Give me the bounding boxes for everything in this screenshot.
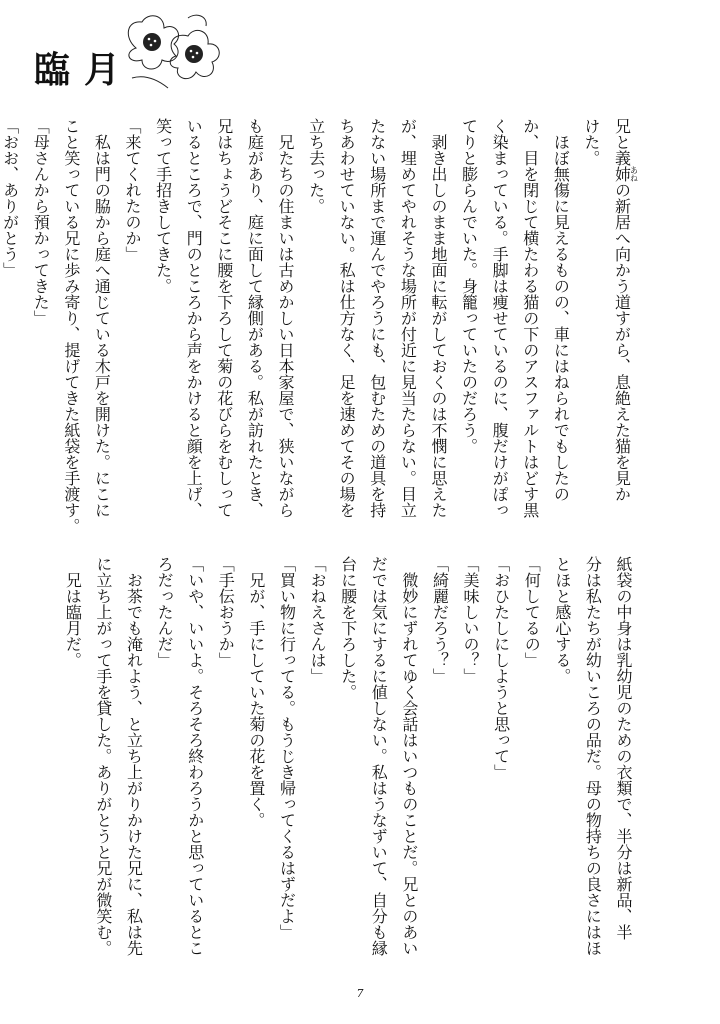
chapter-title: 臨月 (34, 50, 135, 91)
text-line: 「おお、ありがとう」 (0, 118, 20, 278)
text-line: 「母さんから預かってきた」 (31, 118, 51, 326)
lower-text-block (57, 556, 638, 956)
upper-text-block (0, 118, 639, 534)
flower-icon (118, 8, 228, 90)
text-line: 兄たちの住まいは古めかしい日本家屋で、狭いながら (275, 118, 295, 518)
ruby-annotation: 姉あね (612, 166, 639, 182)
text-line: 「来てくれたのか」 (123, 118, 142, 262)
text-line: 分は私たちが幼いころの品だ。母の物持ちの良さにはほ (583, 556, 603, 956)
text-line: 「何してるの」 (522, 556, 542, 668)
text-line: に立ち上がって手を貸した。ありがとうと兄が微笑む。 (93, 556, 113, 956)
text-line: てりと膨らんでいた。身籠っていたのだろう。 (459, 118, 479, 454)
text-line: 兄が、手にしていた菊の花を置く。 (246, 556, 266, 828)
text-line: いるところで、門のところから声をかけると顔を上げ、 (184, 118, 204, 518)
text-line: 「いや、いいよ。そろそろ終わろうかと思っているとこ (185, 556, 205, 956)
text-line: たない場所まで運んでやろうにも、包むための道具を持 (367, 118, 387, 518)
text-line: お茶でも淹れよう、と立ち上がりかけた兄に、私は先 (124, 556, 144, 956)
text-line: けた。 (581, 118, 601, 166)
text-line: 「おねえさんは」 (308, 556, 328, 684)
text-line: が、埋めてやれそうな場所が付近に見当たらない。目立 (398, 118, 418, 518)
text-line: も庭があり、庭に面して縁側がある。私が訪れたとき、 (245, 118, 265, 518)
text-line: 「買い物に行ってる。もうじき帰ってくるはずだよ」 (277, 556, 297, 940)
page-number: 7 (356, 987, 364, 1000)
text-line: ほぼ無傷に見えるものの、車にはねられでもしたの (551, 118, 571, 502)
text-line: 台に腰を下ろした。 (338, 556, 358, 700)
text-line: 兄と義姉あねの新居へ向かう道すがら、息絶えた猫を見か (612, 118, 639, 502)
text-line: だでは気にするに値しない。私はうなずいて、自分も縁 (369, 556, 389, 956)
text-line: ちあわせていない。私は仕方なく、足を速めてその場を (337, 118, 357, 518)
text-line: 「綺麗だろう？」 (430, 556, 450, 684)
text-line: 立ち去った。 (306, 118, 326, 214)
text-line: 兄はちょうどそこに腰を下ろして菊の花びらをむしって (214, 118, 234, 518)
text-line: 紙袋の中身は乳幼児のための衣類で、半分は新品、半 (614, 556, 633, 940)
text-line: こと笑っている兄に歩み寄り、提げてきた紙袋を手渡す。 (61, 118, 81, 534)
text-line: とほと感心する。 (552, 556, 572, 684)
text-line: 「手伝おうか」 (216, 556, 236, 668)
text-line: 兄は臨月だ。 (63, 556, 83, 668)
text-line: 剥き出しのまま地面に転がしておくのは不憫に思えた (428, 118, 448, 518)
text-line: 「おひたしにしようと思って」 (491, 556, 511, 780)
text-line: か、目を閉じて横たわる猫の下のアスファルトはどす黒 (520, 118, 540, 518)
text-line: 私は門の脇から庭へ通じている木戸を開けた。にこに (92, 118, 112, 518)
text-line: ろだったんだ」 (155, 556, 175, 668)
text-line: 笑って手招きしてきた。 (153, 118, 173, 294)
text-line: 「美味しいの？」 (461, 556, 481, 684)
text-line: 微妙にずれてゆく会話はいつものことだ。兄とのあい (399, 556, 419, 956)
text-line: く染まっている。手脚は痩せているのに、腹だけがぽっ (490, 118, 510, 518)
